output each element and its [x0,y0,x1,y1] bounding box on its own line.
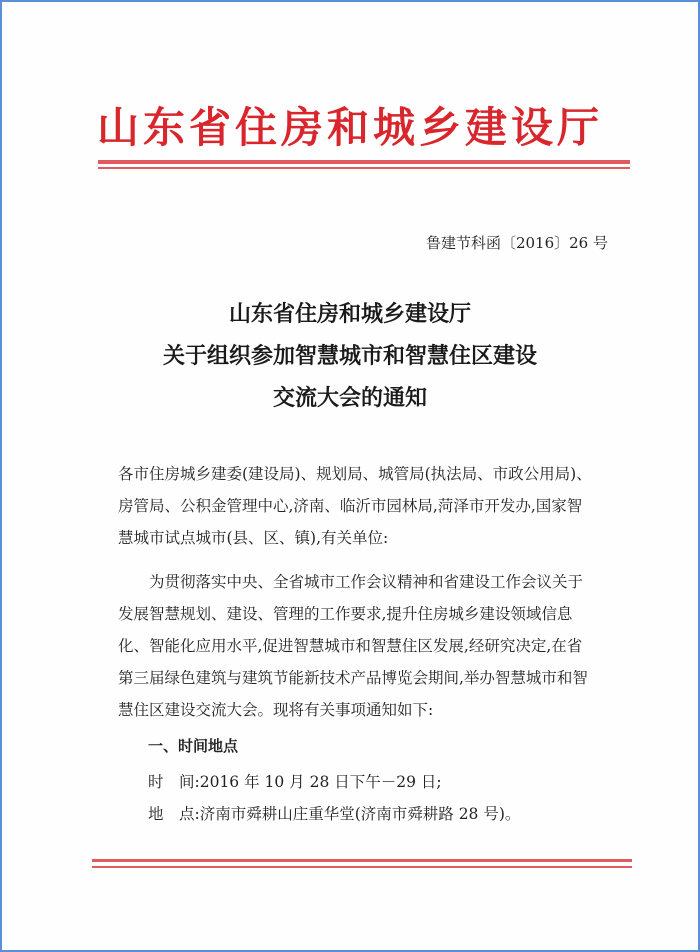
place-line: 地 点:济南市舜耕山庄重华堂(济南市舜耕路 28 号)。 [148,805,521,823]
footer-rule-thin [92,866,632,868]
letterhead-title: 山东省住房和城乡建设厅 [96,103,603,152]
letterhead-rule-thin [98,167,630,169]
body-paragraph-1: 为贯彻落实中央、全省城市工作会议精神和省建设工作会议关于发展智慧规划、建设、管理的工作要求,提升住房城乡建设领域信息化、智能化应用水平,促进智慧城市和智慧住区发展,经研究决定,在省第三届绿色建筑与建筑节能新技术产品博览会期间,举办智慧城市和智慧住区建设交流大会。现将有关事项通知如下: [118,573,588,719]
notice-title-line-3: 交流大会的通知 [272,386,427,411]
notice-title-line-1: 山东省住房和城乡建设厅 [228,302,471,327]
document-number: 鲁建节科函〔2016〕26 号 [425,234,608,252]
notice-title [2,294,698,420]
letterhead-rule-thick [98,160,630,164]
section-heading-time-place: 一、时间地点 [148,737,239,755]
footer-rule-thick [92,859,632,862]
addressee-paragraph: 各市住房城乡建委(建设局)、规划局、城管局(执法局、市政公用局)、房管局、公积金管理中心,济南、临沂市园林局,菏泽市开发办,国家智慧城市试点城市(县、区、镇),有关单位: [118,465,592,547]
time-line: 时 间:2016 年 10 月 28 日下午－29 日; [148,773,442,791]
notice-title-line-2: 关于组织参加智慧城市和智慧住区建设 [162,344,537,369]
